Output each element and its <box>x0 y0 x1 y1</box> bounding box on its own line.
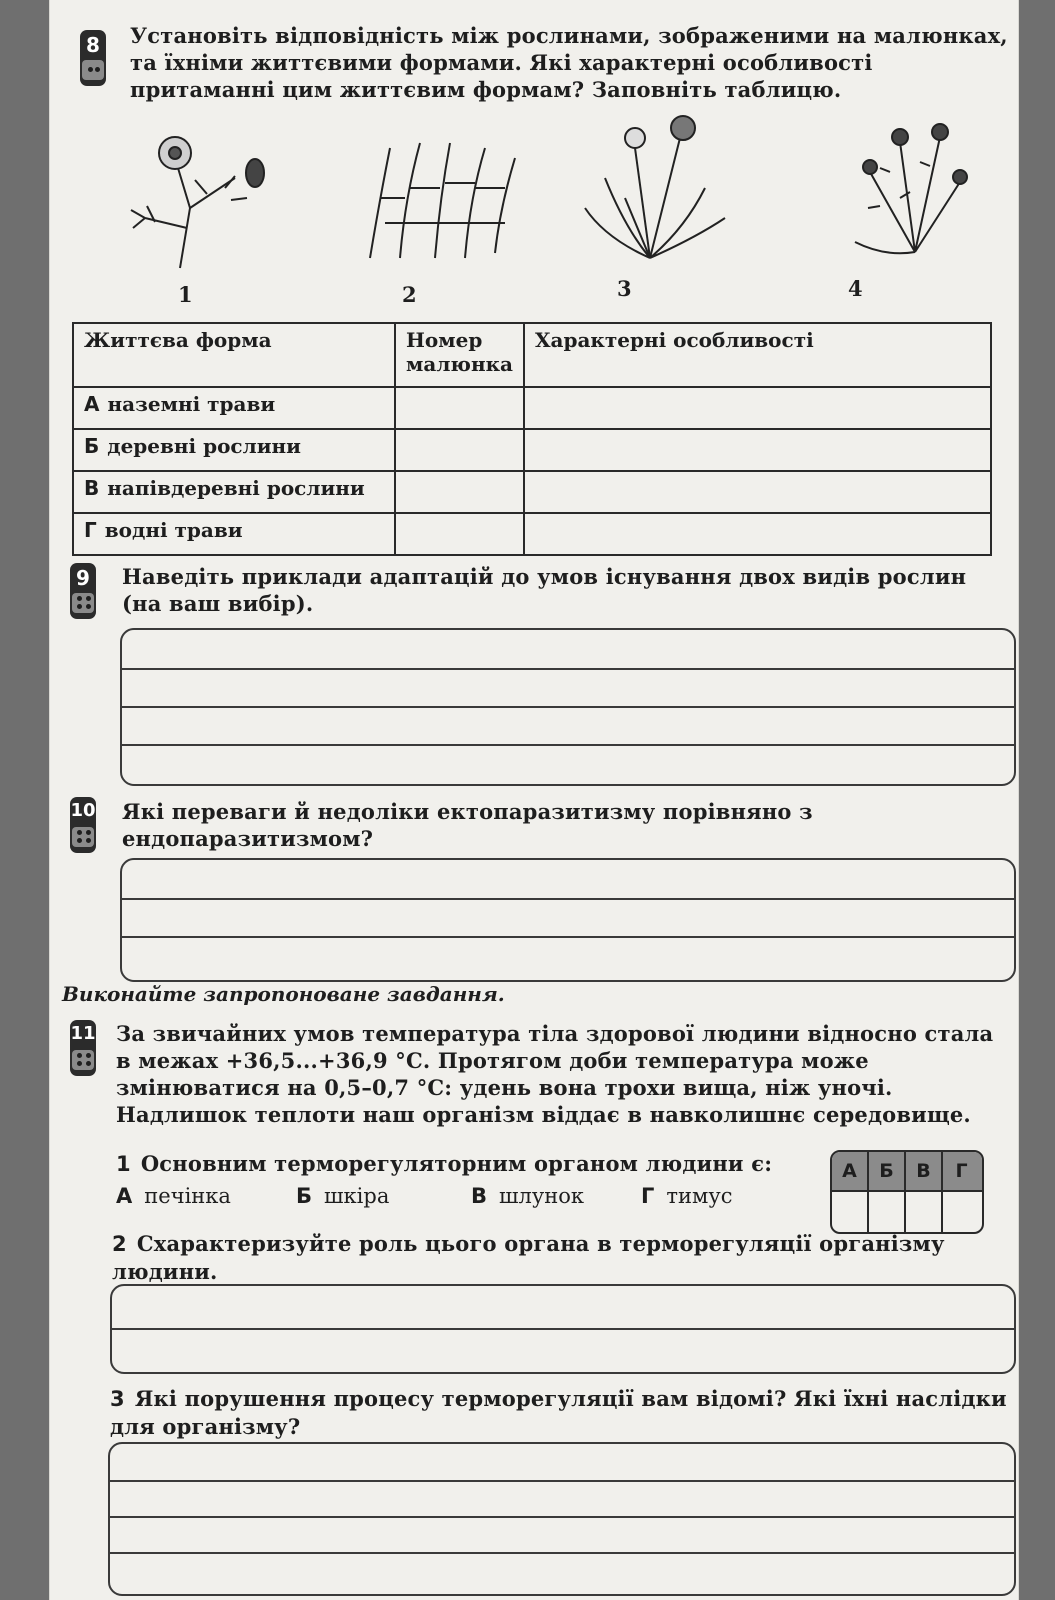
row-label: напівдеревні рослини <box>107 476 365 500</box>
sub1-number: 1 <box>116 1152 131 1176</box>
row-letter: Г <box>84 518 97 542</box>
answer-cell-features[interactable] <box>524 513 991 555</box>
difficulty-dots <box>72 593 94 613</box>
answer-grid <box>830 1150 984 1234</box>
difficulty-dots <box>72 827 94 847</box>
q11-badge <box>70 1020 96 1076</box>
q11-sub2 <box>112 1230 1012 1285</box>
answer-cell-number[interactable] <box>395 471 524 513</box>
table-row <box>73 471 991 513</box>
row-letter: В <box>84 476 100 500</box>
q8-text: Установіть відповідність між рослинами, зображеними на малюнках, та їхніми життєвими формами. Які характерні особливості притаманні цим життєвим формам? Заповніть таблицю. <box>130 23 1008 102</box>
row-label: наземні трави <box>107 392 276 416</box>
sub2-text: Схарактеризуйте роль цього органа в терморегуляції організму людини. <box>112 1231 945 1284</box>
picture-label-2: 2 <box>402 282 417 307</box>
table-row <box>73 429 991 471</box>
sub3-number: 3 <box>110 1387 125 1411</box>
q9-text: Наведіть приклади адаптацій до умов існування двох видів рослин (на ваш вибір). <box>122 564 967 616</box>
plant-dandelion-drawing <box>565 108 745 268</box>
q11-sub1 <box>116 1150 816 1178</box>
q11-sub3-answer-area[interactable] <box>108 1442 1016 1596</box>
q11-number: 11 <box>70 1023 96 1044</box>
q10-answer-area[interactable] <box>120 858 1016 982</box>
workbook-page <box>50 0 1018 1600</box>
table-header-life-form: Життєва форма <box>73 323 395 387</box>
answer-cell-features[interactable] <box>524 471 991 513</box>
grid-header-b: Б <box>869 1152 906 1190</box>
q10-badge <box>70 797 96 853</box>
grid-answer-cell[interactable] <box>906 1192 943 1232</box>
row-label: деревні рослини <box>107 434 302 458</box>
answer-cell-features[interactable] <box>524 387 991 429</box>
plant-ephedra-drawing <box>350 128 530 268</box>
grid-header-g: Г <box>955 1160 968 1182</box>
row-letter: Б <box>84 434 100 458</box>
q9-answer-area[interactable] <box>120 628 1016 786</box>
answer-cell-number[interactable] <box>395 513 524 555</box>
sub2-number: 2 <box>112 1232 127 1256</box>
grid-header-a: А <box>832 1152 869 1190</box>
option-b[interactable]: Б шкіра <box>296 1184 390 1208</box>
difficulty-dots <box>72 1050 94 1070</box>
q10-number: 10 <box>70 800 96 821</box>
plant-thyme-drawing <box>845 112 975 262</box>
answer-cell-number[interactable] <box>395 387 524 429</box>
table-row <box>73 513 991 555</box>
picture-label-4: 4 <box>848 276 863 301</box>
picture-label-3: 3 <box>617 276 632 301</box>
q11-options <box>116 1184 816 1214</box>
q11-sub3 <box>110 1385 1012 1440</box>
answer-cell-number[interactable] <box>395 429 524 471</box>
q11-text: За звичайних умов температура тіла здорової людини відносно стала в межах +36,5...+36,9 °С. Протягом доби температура може змінюватися на 0,5–0,7 °С: удень вона трохи вища, ніж уночі. Надлишок теплоти наш організм віддає в навколишнє середовище. <box>116 1021 994 1127</box>
sub3-text: Які порушення процесу терморегуляції вам відомі? Які їхні наслідки для організму? <box>110 1386 1007 1439</box>
grid-answer-cell[interactable] <box>869 1192 906 1232</box>
table-row <box>73 387 991 429</box>
difficulty-dots <box>82 60 104 80</box>
plant-rosehip-drawing <box>105 118 285 278</box>
option-a[interactable]: А печінка <box>116 1184 231 1208</box>
q10-text: Які переваги й недоліки ектопаразитизму порівняно з ендопаразитизмом? <box>122 799 813 851</box>
section-title: Виконайте запропоноване завдання. <box>62 982 505 1006</box>
life-forms-table <box>72 322 992 556</box>
q9-number: 9 <box>76 566 90 590</box>
grid-answer-cell[interactable] <box>943 1192 980 1232</box>
picture-label-1: 1 <box>178 282 193 307</box>
row-letter: А <box>84 392 100 416</box>
option-v[interactable]: В шлунок <box>471 1184 584 1208</box>
grid-header-v: В <box>906 1152 943 1190</box>
table-header-picture-number: Номер малюнка <box>395 323 524 387</box>
answer-cell-features[interactable] <box>524 429 991 471</box>
grid-answer-cell[interactable] <box>832 1192 869 1232</box>
row-label: водні трави <box>104 518 243 542</box>
q8-badge <box>80 30 106 86</box>
table-header-features: Характерні особливості <box>524 323 991 387</box>
q11-sub2-answer-area[interactable] <box>110 1284 1016 1374</box>
q9-badge <box>70 563 96 619</box>
option-g[interactable]: Г тимус <box>641 1184 733 1208</box>
sub1-text: Основним терморегуляторним органом людини є: <box>140 1151 773 1176</box>
q8-number: 8 <box>86 33 100 57</box>
